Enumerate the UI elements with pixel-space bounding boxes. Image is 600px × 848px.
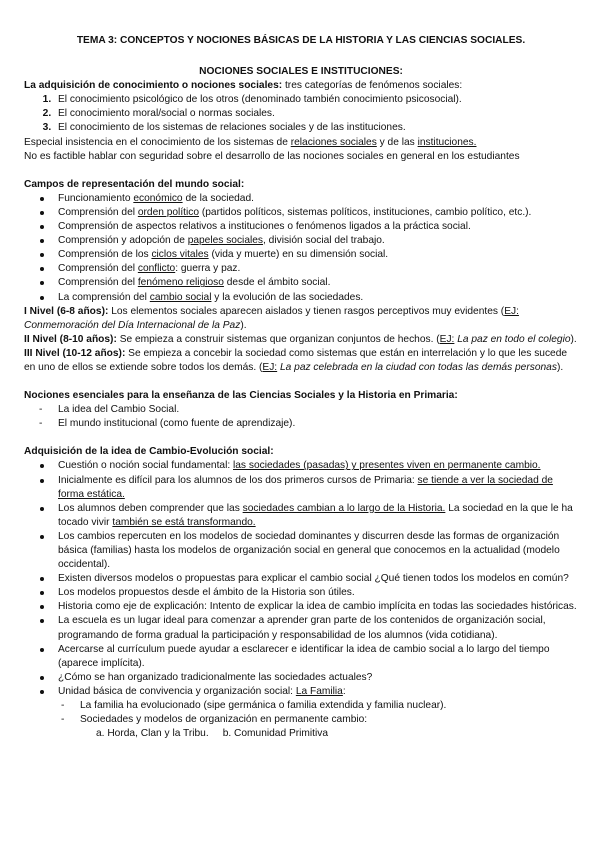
list-item: 3. El conocimiento de los sistemas de relaciones sociales y de las instituciones. (54, 121, 578, 135)
section-heading-campos (24, 178, 578, 192)
list-item: Unidad básica de convivencia y organización social: La Familia: (58, 685, 578, 699)
list-item: a. Horda, Clan y la Tribu. (96, 728, 209, 740)
list-item: Los alumnos deben comprender que las sociedades cambian a lo largo de la Historia. La sociedad en la que le ha tocado vivir también se está transformando. (58, 502, 578, 530)
list-item: ¿Cómo se han organizado tradicionalmente las sociedades actuales? (58, 671, 578, 685)
list-item: Comprensión y adopción de papeles sociales, división social del trabajo. (58, 234, 578, 248)
intro-paragraph (24, 79, 578, 93)
intro-bold: La adquisición de conocimiento o nociones sociales: (24, 80, 283, 92)
heading-text: Adquisición de la idea de Cambio-Evolución social: (24, 446, 274, 458)
list-item: 2. El conocimiento moral/social o normas sociales. (54, 107, 578, 121)
list-item: Comprensión de aspectos relativos a instituciones o fenómenos ligados a la práctica social. (58, 220, 578, 234)
document-title: TEMA 3: CONCEPTOS Y NOCIONES BÁSICAS DE LA HISTORIA Y LAS CIENCIAS SOCIALES. (76, 35, 526, 46)
cambio-list (24, 459, 578, 699)
heading-text: Nociones esenciales para la enseñanza de las Ciencias Sociales y la Historia en Primaria: (24, 390, 458, 402)
list-item: Los cambios repercuten en los modelos de sociedad dominantes y discurren desde las formas de organización básica (familias) hasta los modelos de organización social en general que conocemos en la actualidad (modelo occidental). (58, 530, 578, 572)
list-item: Historia como eje de explicación: Intento de explicar la idea de cambio implícita en todas las sociedades históricas. (58, 600, 578, 614)
list-item: Comprensión del conflicto: guerra y paz. (58, 262, 578, 276)
list-item: Comprensión del fenómeno religioso desde el ámbito social. (58, 276, 578, 290)
intro-rest: tres categorías de fenómenos sociales: (282, 80, 463, 92)
list-item: Inicialmente es difícil para los alumnos de los dos primeros cursos de Primaria: se tiende a ver la sociedad de forma estática. (58, 474, 578, 502)
list-item: La comprensión del cambio social y la evolución de las sociedades. (58, 291, 578, 305)
list-item: Existen diversos modelos o propuestas para explicar el cambio social ¿Qué tienen todos los modelos en común? (58, 572, 578, 586)
familia-sublist (24, 699, 578, 727)
list-item: 1. El conocimiento psicológico de los otros (denominado también conocimiento psicosocial). (54, 93, 578, 107)
emphasis-paragraph (24, 136, 578, 150)
list-item: - La idea del Cambio Social. (58, 403, 578, 417)
list-item: - Sociedades y modelos de organización en permanente cambio: (80, 713, 578, 727)
level-3-paragraph: III Nivel (10-12 años): Se empieza a concebir la sociedad como sistemas que están en interrelación y lo que les sucede en uno de ellos se extiende sobre todos los demás. (EJ: La paz celebrada en la ciudad con todas las demás personas). (24, 347, 568, 373)
heading-text: Campos de representación del mundo social: (24, 178, 245, 190)
list-item: Comprensión de los ciclos vitales (vida y muerte) en su dimensión social. (58, 248, 578, 262)
level-2-paragraph: II Nivel (8-10 años): Se empieza a construir sistemas que organizan conjuntos de hechos. (EJ: La paz en todo el colegio). (24, 333, 577, 345)
list-item: - El mundo institucional (como fuente de aprendizaje). (58, 417, 578, 431)
list-item: b. Comunidad Primitiva (222, 728, 328, 740)
list-item: Acercarse al currículum puede ayudar a esclarecer e identificar la idea de cambio social a lo largo del tiempo (aparece implícita). (58, 643, 578, 671)
underlined-text: relaciones sociales (290, 136, 377, 148)
section-heading-nociones-esenciales (24, 389, 578, 403)
organization-models (24, 727, 578, 741)
level-1-paragraph: I Nivel (6-8 años): Los elementos sociales aparecen aislados y tienen rasgos perceptivos muy evidentes (EJ: Conmemoración del Día Internacional de la Paz). (24, 305, 519, 331)
section-heading-nociones: NOCIONES SOCIALES E INSTITUCIONES: (199, 66, 403, 78)
list-item: Comprensión del orden político (partidos políticos, sistemas políticos, instituciones, cambio político, etc.). (58, 206, 578, 220)
text-run: y de las (376, 136, 418, 148)
campos-list (24, 192, 578, 305)
list-item: - La familia ha evolucionado (sipe germánica o familia extendida y familia nuclear). (80, 699, 578, 713)
section-heading-cambio (24, 445, 578, 459)
list-item: Los modelos propuestos desde el ámbito de la Historia son útiles. (58, 586, 578, 600)
nociones-list (24, 403, 578, 431)
text-run: Especial insistencia en el conocimiento de los sistemas de (24, 136, 291, 148)
paragraph: No es factible hablar con seguridad sobre el desarrollo de las nociones sociales en general en los estudiantes (24, 150, 520, 162)
categories-list (24, 93, 578, 135)
list-item: La escuela es un lugar ideal para comenzar a aprender gran parte de los contenidos de organización social, programando de forma gradual la participación y responsabilidad de los alumnos (vida cotidiana). (58, 614, 578, 642)
list-item: Funcionamiento económico de la sociedad. (58, 192, 578, 206)
underlined-text: instituciones. (417, 136, 477, 148)
list-item: Cuestión o noción social fundamental: las sociedades (pasadas) y presentes viven en permanente cambio. (58, 459, 578, 473)
